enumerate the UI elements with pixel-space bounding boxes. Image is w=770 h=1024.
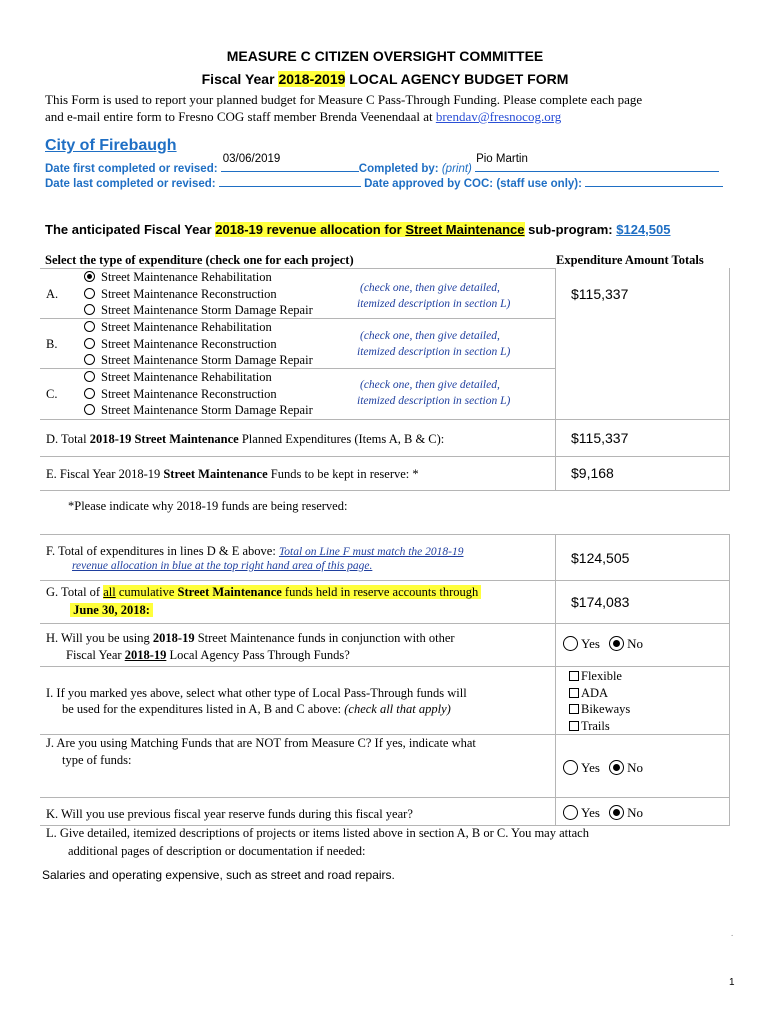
row-e-prefix: E. Fiscal Year 2018-19 <box>46 467 164 481</box>
group-b-label: B. <box>46 337 58 351</box>
note-line-2: itemized description in section L) <box>357 298 511 310</box>
j-no-radio-selected-icon[interactable] <box>609 760 624 775</box>
option-label: Street Maintenance Storm Damage Repair <box>101 353 313 367</box>
group-b-options <box>84 319 313 369</box>
row-g-bold: Street Maintenance <box>177 585 282 599</box>
option-label: Street Maintenance Rehabilitation <box>101 270 272 284</box>
row-g-date-highlight <box>70 603 153 617</box>
row-h-suffix: Street Maintenance funds in conjunction with other <box>194 631 455 645</box>
k-yes-radio-icon[interactable] <box>563 805 578 820</box>
row-l-answer[interactable]: Salaries and operating expensive, such as street and road repairs. <box>42 868 395 882</box>
row-f-note-2: revenue allocation in blue at the top right hand area of this page. <box>72 560 373 572</box>
allocation-highlight <box>215 222 524 237</box>
row-f-note-1: Total on Line F must match the 2018-19 <box>278 546 464 558</box>
checkbox-icon[interactable] <box>569 671 579 681</box>
row-h-prefix: H. Will you be using <box>46 631 153 645</box>
row-g-all: all <box>103 585 116 599</box>
row-g-mid: cumulative <box>115 585 178 599</box>
row-h-line-2 <box>66 647 350 663</box>
fund-label: ADA <box>581 685 609 700</box>
option-label: Street Maintenance Reconstruction <box>101 286 277 301</box>
fund-trails[interactable] <box>569 718 630 735</box>
completed-by-label: Completed by: <box>358 163 439 175</box>
row-g-colon: : <box>145 603 150 617</box>
k-no-radio-selected-icon[interactable] <box>609 805 624 820</box>
row-d-bold: 2018-19 Street Maintenance <box>89 432 239 446</box>
date-last-field[interactable] <box>219 174 361 187</box>
h-yes-radio-icon[interactable] <box>563 636 578 651</box>
row-i-line-1: I. If you marked yes above, select what other type of Local Pass-Through funds will <box>46 686 467 700</box>
row-g-date: June 30, 2018 <box>73 603 146 617</box>
subtitle-prefix: Fiscal Year <box>201 71 279 87</box>
h-no-radio-selected-icon[interactable] <box>609 636 624 651</box>
radio-icon[interactable] <box>84 388 95 399</box>
radio-icon[interactable] <box>84 321 95 332</box>
h-yes-label: Yes <box>581 636 600 651</box>
row-i-note: (check all that apply) <box>344 702 451 716</box>
row-j-line-2: type of funds: <box>62 753 132 767</box>
j-yes-label: Yes <box>581 760 600 775</box>
print-label: (print) <box>441 163 472 175</box>
date-approved-label: Date approved by COC: (staff use only): <box>364 178 582 190</box>
allocation-line <box>45 222 670 237</box>
option-label: Street Maintenance Storm Damage Repair <box>101 303 313 317</box>
row-d-text <box>46 431 444 447</box>
date-approved-field[interactable] <box>585 174 723 187</box>
option-label: Street Maintenance Rehabilitation <box>101 320 272 334</box>
intro-line-2: and e-mail entire form to Fresno COG staff member Brenda Veenendaal at <box>45 109 436 124</box>
reserve-note: *Please indicate why 2018-19 funds are being reserved: <box>68 499 348 513</box>
date-first-label: Date first completed or revised: <box>45 163 218 175</box>
row-l-line-2: additional pages of description or documentation if needed: <box>68 844 366 858</box>
option-label: Street Maintenance Reconstruction <box>101 386 277 401</box>
row-g-line-2 <box>70 602 153 618</box>
fund-flexible[interactable] <box>569 668 630 685</box>
row-d-prefix: D. Total <box>46 432 90 446</box>
row-g-suffix: funds held in reserve accounts through <box>281 585 479 599</box>
row-e-suffix: Funds to be kept in reserve: * <box>267 467 419 481</box>
group-a-label: A. <box>46 287 59 301</box>
group-a-rehab[interactable] <box>84 269 313 286</box>
checkbox-icon[interactable] <box>569 704 579 714</box>
group-c-options <box>84 369 313 419</box>
select-type-header: Select the type of expenditure (check one for each project) <box>45 253 354 267</box>
group-a-options <box>84 269 313 319</box>
group-a-note <box>357 280 510 312</box>
subtitle-year: 2018-2019 <box>278 71 346 87</box>
page-number: 1 <box>729 977 735 988</box>
row-h-line-2-bold: 2018-19 <box>124 648 167 662</box>
footer-dot: . <box>731 928 734 938</box>
radio-icon[interactable] <box>84 371 95 382</box>
row-g-highlight <box>103 585 481 599</box>
row-j-yes-no <box>563 760 643 776</box>
row-k-text: K. Will you use previous fiscal year reserve funds during this fiscal year? <box>46 807 413 821</box>
radio-icon[interactable] <box>84 338 95 349</box>
radio-selected-icon[interactable] <box>84 271 95 282</box>
row-f-amount[interactable]: $124,505 <box>571 550 630 566</box>
j-no-label: No <box>627 760 644 775</box>
note-line-2: itemized description in section L) <box>357 395 511 407</box>
option-label: Street Maintenance Reconstruction <box>101 336 277 351</box>
fund-bikeways[interactable] <box>569 701 630 718</box>
row-e-text <box>46 466 419 482</box>
group-c-note <box>357 377 510 409</box>
group-c-recon[interactable] <box>84 386 313 403</box>
row-i-line-2-text: be used for the expenditures listed in A, B and C above: <box>62 702 345 716</box>
group-c-storm[interactable] <box>84 402 313 419</box>
group-a-recon[interactable] <box>84 286 313 303</box>
fund-label: Bikeways <box>581 702 631 716</box>
city-name: City of Firebaugh <box>45 137 177 154</box>
row-g-amount[interactable]: $174,083 <box>571 594 630 610</box>
date-last-row <box>45 174 723 190</box>
email-link[interactable]: brendav@fresnocog.org <box>435 109 562 124</box>
checkbox-icon[interactable] <box>569 688 579 698</box>
fund-label: Trails <box>581 718 610 733</box>
subtitle-suffix: LOCAL AGENCY BUDGET FORM <box>345 71 569 87</box>
completed-by-value: Pio Martin <box>476 153 528 165</box>
row-f-prefix: F. Total of expenditures in lines D & E above: <box>46 544 279 558</box>
option-label: Street Maintenance Rehabilitation <box>101 370 272 384</box>
row-d-amount[interactable]: $115,337 <box>571 430 629 446</box>
allocation-prefix: The anticipated Fiscal Year <box>45 222 216 237</box>
allocation-year: 2018-19 revenue allocation for <box>215 222 406 237</box>
fund-label: Flexible <box>581 669 622 683</box>
radio-icon[interactable] <box>84 304 95 315</box>
note-line-1: (check one, then give detailed, <box>360 282 500 294</box>
row-h-line-2-suffix: Local Agency Pass Through Funds? <box>166 648 350 662</box>
group-b-note <box>357 328 510 360</box>
row-h-bold: 2018-19 <box>152 631 195 645</box>
date-last-label: Date last completed or revised: <box>45 178 216 190</box>
radio-icon[interactable] <box>84 404 95 415</box>
intro-line-1: This Form is used to report your planned budget for Measure C Pass-Through Funding. Please complete each page <box>45 92 643 107</box>
group-c-rehab[interactable] <box>84 369 313 386</box>
group-a-storm[interactable] <box>84 302 313 319</box>
allocation-suffix: sub-program: <box>524 222 617 237</box>
h-no-label: No <box>627 636 644 651</box>
row-e-bold: Street Maintenance <box>163 467 268 481</box>
allocation-program: Street Maintenance <box>405 222 525 237</box>
group-b-recon[interactable] <box>84 336 313 353</box>
row-h-yes-no <box>563 636 643 652</box>
fund-type-checkboxes <box>569 668 630 734</box>
note-line-1: (check one, then give detailed, <box>360 330 500 342</box>
row-e-amount[interactable]: $9,168 <box>571 465 614 481</box>
allocation-amount: $124,505 <box>616 222 671 237</box>
row-h-line-1 <box>46 630 455 646</box>
row-i-line-2 <box>62 701 451 717</box>
date-first-row <box>45 153 719 175</box>
row-g-prefix: G. Total of <box>46 585 104 599</box>
intro-text <box>45 91 765 125</box>
j-yes-radio-icon[interactable] <box>563 760 578 775</box>
row-h-line-2-prefix: Fiscal Year <box>66 648 125 662</box>
form-subtitle <box>0 71 770 87</box>
group-c-label: C. <box>46 387 58 401</box>
row-l-line-1: L. Give detailed, itemized descriptions of projects or items listed above in section A, B or C. You may attach <box>46 826 589 840</box>
option-label: Street Maintenance Storm Damage Repair <box>101 403 313 417</box>
note-line-1: (check one, then give detailed, <box>360 379 500 391</box>
amount-totals-header: Expenditure Amount Totals <box>556 253 704 267</box>
radio-icon[interactable] <box>84 354 95 365</box>
note-line-2: itemized description in section L) <box>357 346 511 358</box>
row-d-suffix: Planned Expenditures (Items A, B & C): <box>238 432 445 446</box>
radio-icon[interactable] <box>84 288 95 299</box>
group-b-rehab[interactable] <box>84 319 313 336</box>
row-j-line-1: J. Are you using Matching Funds that are NOT from Measure C? If yes, indicate what <box>46 736 476 750</box>
row-k-yes-no <box>563 805 643 821</box>
group-b-storm[interactable] <box>84 352 313 369</box>
k-no-label: No <box>627 805 644 820</box>
row-g-line-1 <box>46 584 481 600</box>
group-a-amount[interactable]: $115,337 <box>571 286 629 302</box>
fund-ada[interactable] <box>569 685 630 702</box>
checkbox-icon[interactable] <box>569 721 579 731</box>
k-yes-label: Yes <box>581 805 600 820</box>
date-first-field[interactable] <box>221 153 359 172</box>
completed-by-field[interactable] <box>475 153 719 172</box>
form-title: MEASURE C CITIZEN OVERSIGHT COMMITTEE <box>226 48 544 64</box>
date-first-value: 03/06/2019 <box>222 153 281 165</box>
